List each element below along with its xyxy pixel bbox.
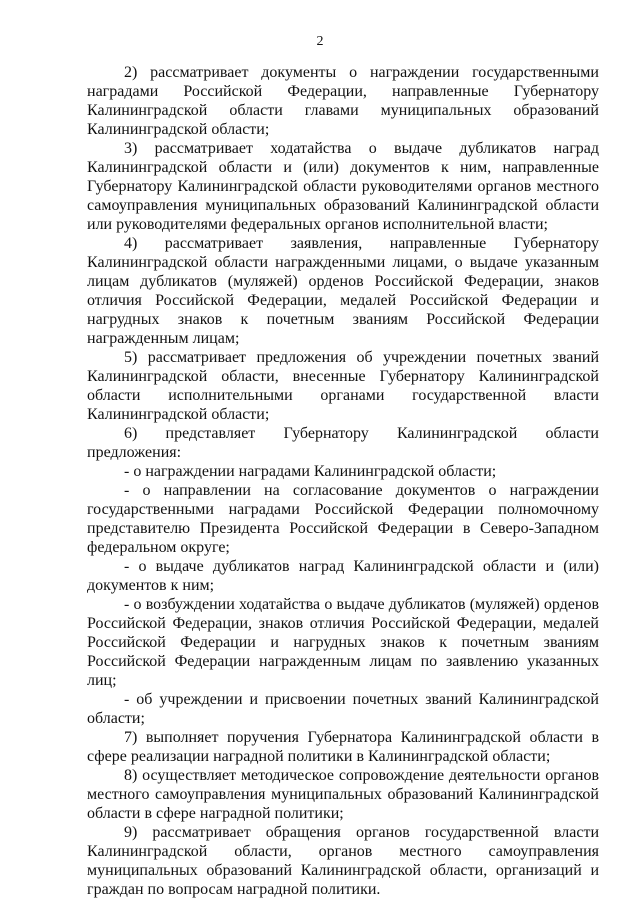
proposal-honorary-titles: - об учреждении и присвоении почетных званий Калининградской области;: [87, 691, 599, 727]
proposal-petition-duplicates: - о возбуждении ходатайства о выдаче дубликатов (муляжей) орденов Российской Федерации, знаков отличия Российской Федерации, медалей Российской Федерации и нагрудных знаков к почетным званиям Российской Федерации награжденным лицам по заявлению указанных лиц;: [87, 596, 599, 689]
paragraph-item-4: 4) рассматривает заявления, направленные Губернатору Калининградской области награжденными лицами, о выдаче указанным лицам дубликатов (муляжей) орденов Российской Федерации, знаков отличия Российской Федерации, медалей Российской Федерации и нагрудных знаков к почетным званиям Российской Федерации награжденным лицам;: [87, 235, 599, 347]
paragraph-item-6: 6) представляет Губернатору Калининградской области предложения:: [87, 425, 599, 461]
proposal-federal-awards: - о направлении на согласование документов о награждении государственными наградами Российской Федерации полномочному представителю Президента Российской Федерации в Северо-Западном федеральном округе;: [87, 482, 599, 556]
document-body: [87, 63, 599, 899]
paragraph-item-7: 7) выполняет поручения Губернатора Калининградской области в сфере реализации наградной политики в Калининградской области;: [87, 729, 599, 765]
proposal-awards: - о награждении наградами Калининградской области;: [124, 463, 497, 480]
paragraph-item-5: 5) рассматривает предложения об учреждении почетных званий Калининградской области, внесенные Губернатору Калининградской области исполнительными органами государственной власти Калининградской области;: [87, 349, 599, 423]
proposal-duplicates: - о выдаче дубликатов наград Калининградской области и (или) документов к ним;: [87, 558, 599, 594]
paragraph-item-2: 2) рассматривает документы о награждении государственными наградами Российской Федерации, направленные Губернатору Калининградской области главами муниципальных образований Калининградской области;: [87, 64, 599, 138]
page-number: 2: [316, 34, 324, 49]
paragraph-item-3: 3) рассматривает ходатайства о выдаче дубликатов наград Калининградской области и (или) документов к ним, направленные Губернатору Калининградской области руководителями органов местного самоуправления муниципальных образований Калининградской области или руководителями федеральных органов исполнительной власти;: [87, 140, 599, 233]
paragraph-item-8: 8) осуществляет методическое сопровождение деятельности органов местного самоуправления муниципальных образований Калининградской области в сфере наградной политики;: [87, 767, 599, 822]
paragraph-item-9: 9) рассматривает обращения органов государственной власти Калининградской области, органов местного самоуправления муниципальных образований Калининградской области, организаций и граждан по вопросам наградной политики.: [87, 824, 599, 898]
